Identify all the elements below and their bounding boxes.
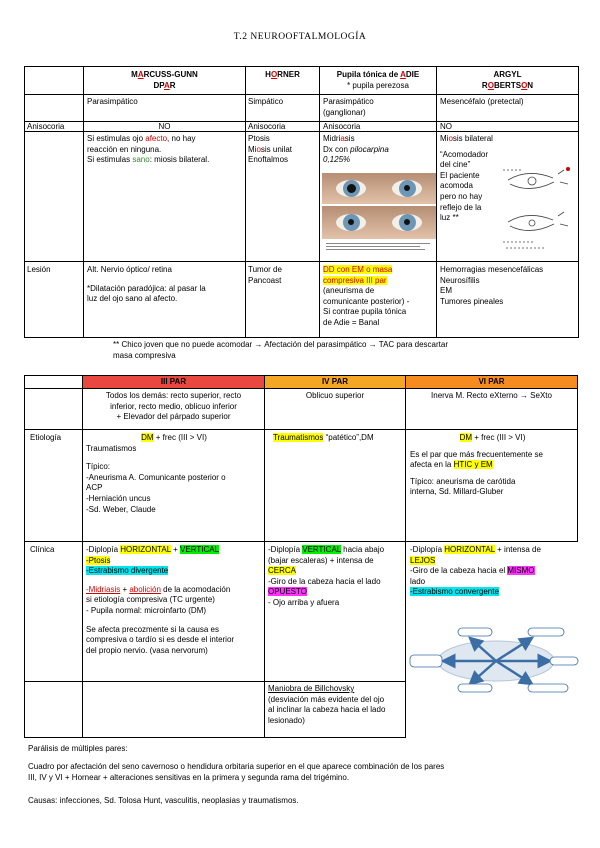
- signs-marcuss: Si estimulas ojo afecto, no hay reacción en ninguna. Si estimulas sano: miosis bilateral.: [87, 134, 210, 165]
- etiologia-iv: Traumatismos “patético”,DM: [273, 433, 374, 442]
- signs-adie: Midriasis Dx con pilocarpina 0,125%: [323, 134, 389, 165]
- footer-paragraph: Cuadro por afectación del seno cavernoso o hendidura orbitaria superior en el que aparece combinación de los pares III, IV y VI + Hornear + alteraciones sensitivas en la primera y segunda rama del trigémino.: [28, 762, 445, 782]
- loc-argyl: Mesencéfalo (pretectal): [440, 97, 524, 106]
- aniso-marcuss: NO: [158, 122, 171, 131]
- header-horner: HORNER: [265, 70, 300, 79]
- aniso-adie: Anisocoria: [323, 122, 361, 131]
- lesion-marcuss: Alt. Nervio óptico/ retina *Dilatación paradójica: al pasar la luz del ojo sano al afecto.: [87, 265, 206, 304]
- lesion-adie: DD con EM o masa compresiva III par (aneurisma de comunicante posterior) - Si contrae pupila tónica de Adie = Banal: [323, 265, 410, 327]
- loc-horner: Simpático: [248, 97, 284, 106]
- header-adie: Pupila tónica de ADIE * pupila perezosa: [336, 70, 420, 90]
- clinica-iii: -Diplopía HORIZONTAL + VERTICAL -Ptosis -Estrabismo divergente -Midriasis + abolición de la acomodación si etiología compresiva (TC urgente) - Pupila normal: microinfarto (DM) Se afecta precozmente si la causa es compresiva o tardío si es desde el interior del propio nervio. (vasa nervorum): [86, 545, 235, 655]
- loc-marcuss: Parasimpático: [87, 97, 138, 106]
- header-vi: VI PAR: [478, 377, 505, 386]
- page-title: T.2 NEUROOFTALMOLOGÍA: [233, 32, 367, 42]
- muscles-iv: Oblicuo superior: [305, 391, 365, 400]
- footer-heading: Parálisis de múltiples pares:: [28, 744, 128, 753]
- bielschowsky-maneuver: Maniobra de Billchovsky (desviación más evidente del ojo al inclinar la cabeza hacia el lado lesionado): [268, 684, 386, 725]
- aniso-horner: Anisocoria: [248, 122, 286, 131]
- row-label-clinica: Clínica: [30, 545, 55, 554]
- header-marcuss: MARCUSS-GUNN DPAR: [131, 70, 198, 90]
- header-iii: III PAR: [160, 377, 187, 386]
- clinica-vi: -Diplopía HORIZONTAL + intensa de LEJOS -Giro de la cabeza hacia el MISMO lado -Estrabismo convergente: [410, 545, 541, 597]
- etiologia-iii: DM + frec (III > VI) Traumatismos Típico: -Aneurisma A. Comunicante posterior o ACP -Herniación uncus -Sd. Weber, Claude: [86, 433, 226, 514]
- row-label-anisocoria: Anisocoria: [27, 122, 65, 131]
- footer-causes: Causas: infecciones, Sd. Tolosa Hunt, vasculitis, neoplasias y traumatismos.: [28, 796, 299, 805]
- photo-caption-lines: [326, 241, 430, 255]
- signs-argyl: Miosis bilateral “Acomodador del cine” El paciente acomoda pero no hay reflejo de la luz **: [440, 134, 493, 223]
- muscles-iii: Todos los demás: recto superior, recto inferior, recto medio, oblicuo inferior + Elevador del párpado superior: [105, 391, 242, 422]
- note: ** Chico joven que no puede acomodar → Afectación del parasimpático → TAC para descartar masa compresiva: [113, 340, 448, 360]
- etiologia-vi: DM + frec (III > VI) Es el par que más frecuentemente se afecta en la HTIC y EM Típico: aneurisma de carótida interna, Sd. Millard-Gluber: [410, 433, 543, 497]
- header-argyl: ARGYL ROBERTSON: [481, 70, 534, 90]
- header-iv: IV PAR: [321, 377, 349, 386]
- row-label-lesion: Lesión: [27, 265, 51, 274]
- clinica-iv: -Diplopía VERTICAL hacia abajo (bajar escaleras) + intensa de CERCA -Giro de la cabeza hacia el lado OPUESTO - Ojo arriba y afuera: [268, 545, 385, 607]
- adie-pupil-photo: [322, 173, 436, 239]
- eye-movement-diagram: [408, 627, 580, 695]
- lesion-argyl: Hemorragias mesencefálicas Neurosífilis EM Tumores pineales: [440, 265, 544, 306]
- aniso-argyl: NO: [440, 122, 452, 131]
- muscles-vi: Inerva M. Recto eXterno → SeXto: [431, 391, 552, 400]
- signs-horner: Ptosis Miosis unilat Enoftalmos: [248, 134, 293, 165]
- loc-adie: Parasimpático (ganglionar): [323, 97, 374, 117]
- row-label-etiologia: Etiología: [30, 433, 62, 442]
- lesion-horner: Tumor de Pancoast: [248, 265, 282, 285]
- argyl-eye-sketch: [498, 160, 576, 256]
